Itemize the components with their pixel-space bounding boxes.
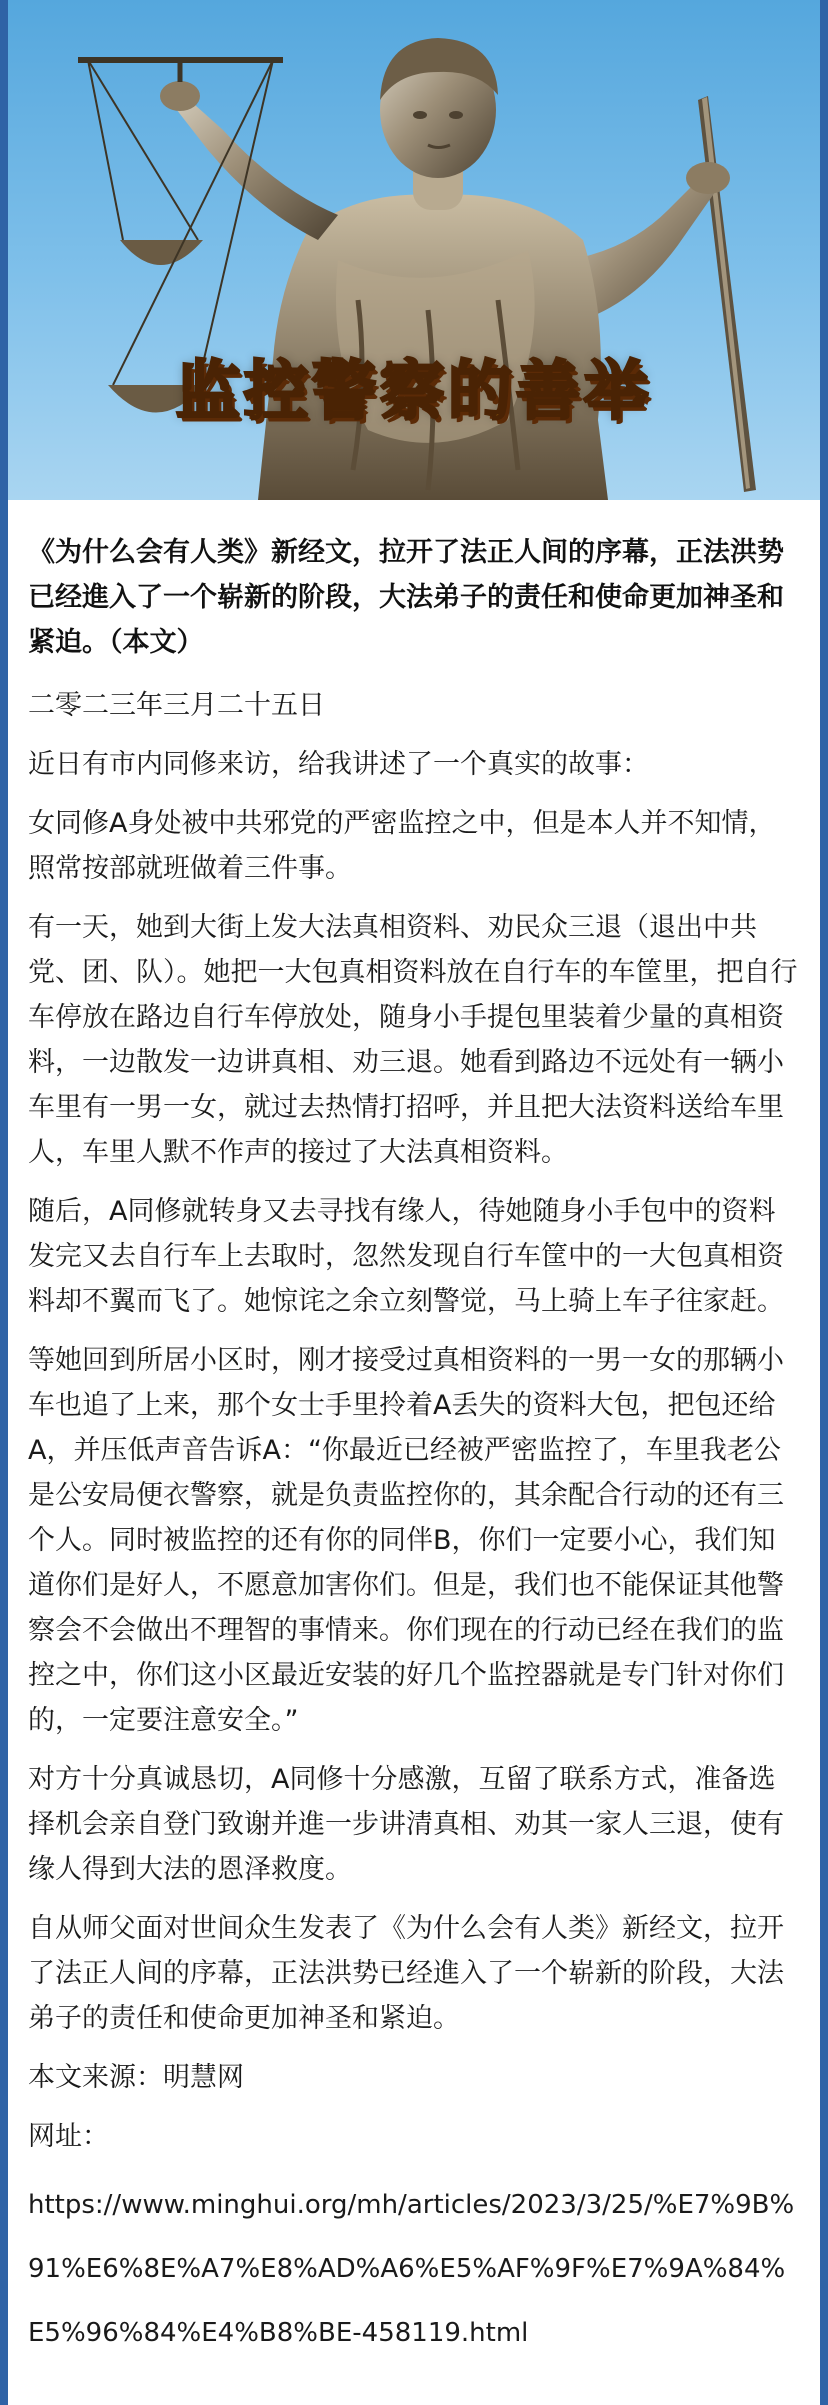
article-paragraph: 有一天，她到大街上发大法真相资料、劝民众三退（退出中共党、团、队）。她把一大包真相资料放在自行车的车筐里，把自行车停放在路边自行车停放处，随身小手提包里装着少量的真相资料，一边散发一边讲真相、劝三退。她看到路边不远处有一辆小车里有一男一女，就过去热情打招呼，并且把大法资料送给车里人，车里人默不作声的接过了大法真相资料。 (28, 912, 798, 1168)
article-paragraph: 女同修A身处被中共邪党的严密监控之中，但是本人并不知情，照常按部就班做着三件事。 (28, 808, 776, 884)
article-paragraph: 自从师父面对世间众生发表了《为什么会有人类》新经文，拉开了法正人间的序幕，正法洪势已经進入了一个崭新的阶段，大法弟子的责任和使命更加神圣和紧迫。 (28, 1913, 784, 2034)
article-date: 二零二三年三月二十五日 (28, 690, 325, 721)
article-paragraph: 近日有市内同修来访，给我讲述了一个真实的故事： (28, 749, 649, 780)
article-paragraph: 对方十分真诚恳切，A同修十分感激，互留了联系方式，准备选择机会亲自登门致谢并進一步讲清真相、劝其一家人三退，使有缘人得到大法的恩泽救度。 (28, 1764, 784, 1885)
article-lead: 《为什么会有人类》新经文，拉开了法正人间的序幕，正法洪势已经進入了一个崭新的阶段，大法弟子的责任和使命更加神圣和紧迫。（本文） (28, 537, 784, 658)
article-paragraph: 随后，A同修就转身又去寻找有缘人，待她随身小手包中的资料发完又去自行车上去取时，忽然发现自行车筐中的一大包真相资料却不翼而飞了。她惊诧之余立刻警觉，马上骑上车子往家赶。 (28, 1196, 784, 1317)
article-source: 本文来源：明慧网 (28, 2062, 244, 2093)
article-paragraph: 等她回到所居小区时，刚才接受过真相资料的一男一女的那辆小车也追了上来，那个女士手里拎着A丢失的资料大包，把包还给A，并压低声音告诉A：“你最近已经被严密监控了，车里我老公是公安局便衣警察，就是负责监控你的，其余配合行动的还有三个人。同时被监控的还有你的同伴B，你们一定要小心，我们知道你们是好人，不愿意加害你们。但是，我们也不能保证其他警察会不会做出不理智的事情来。你们现在的行动已经在我们的监控之中，你们这小区最近安装的好几个监控器就是专门针对你们的，一定要注意安全。” (28, 1345, 784, 1736)
banner-title: 监控警察的善举 (176, 355, 652, 429)
hero-banner (8, 0, 820, 500)
url-label: 网址： (28, 2121, 109, 2152)
article-url-link[interactable]: https://www.minghui.org/mh/articles/2023/3/25/%E7%9B%91%E6%8E%A7%E8%AD%A6%E5%AF%9F%E7%9A%84%E5%96%84%E4%B8%BE-458119.html (28, 2190, 795, 2348)
article-body (8, 500, 820, 2365)
